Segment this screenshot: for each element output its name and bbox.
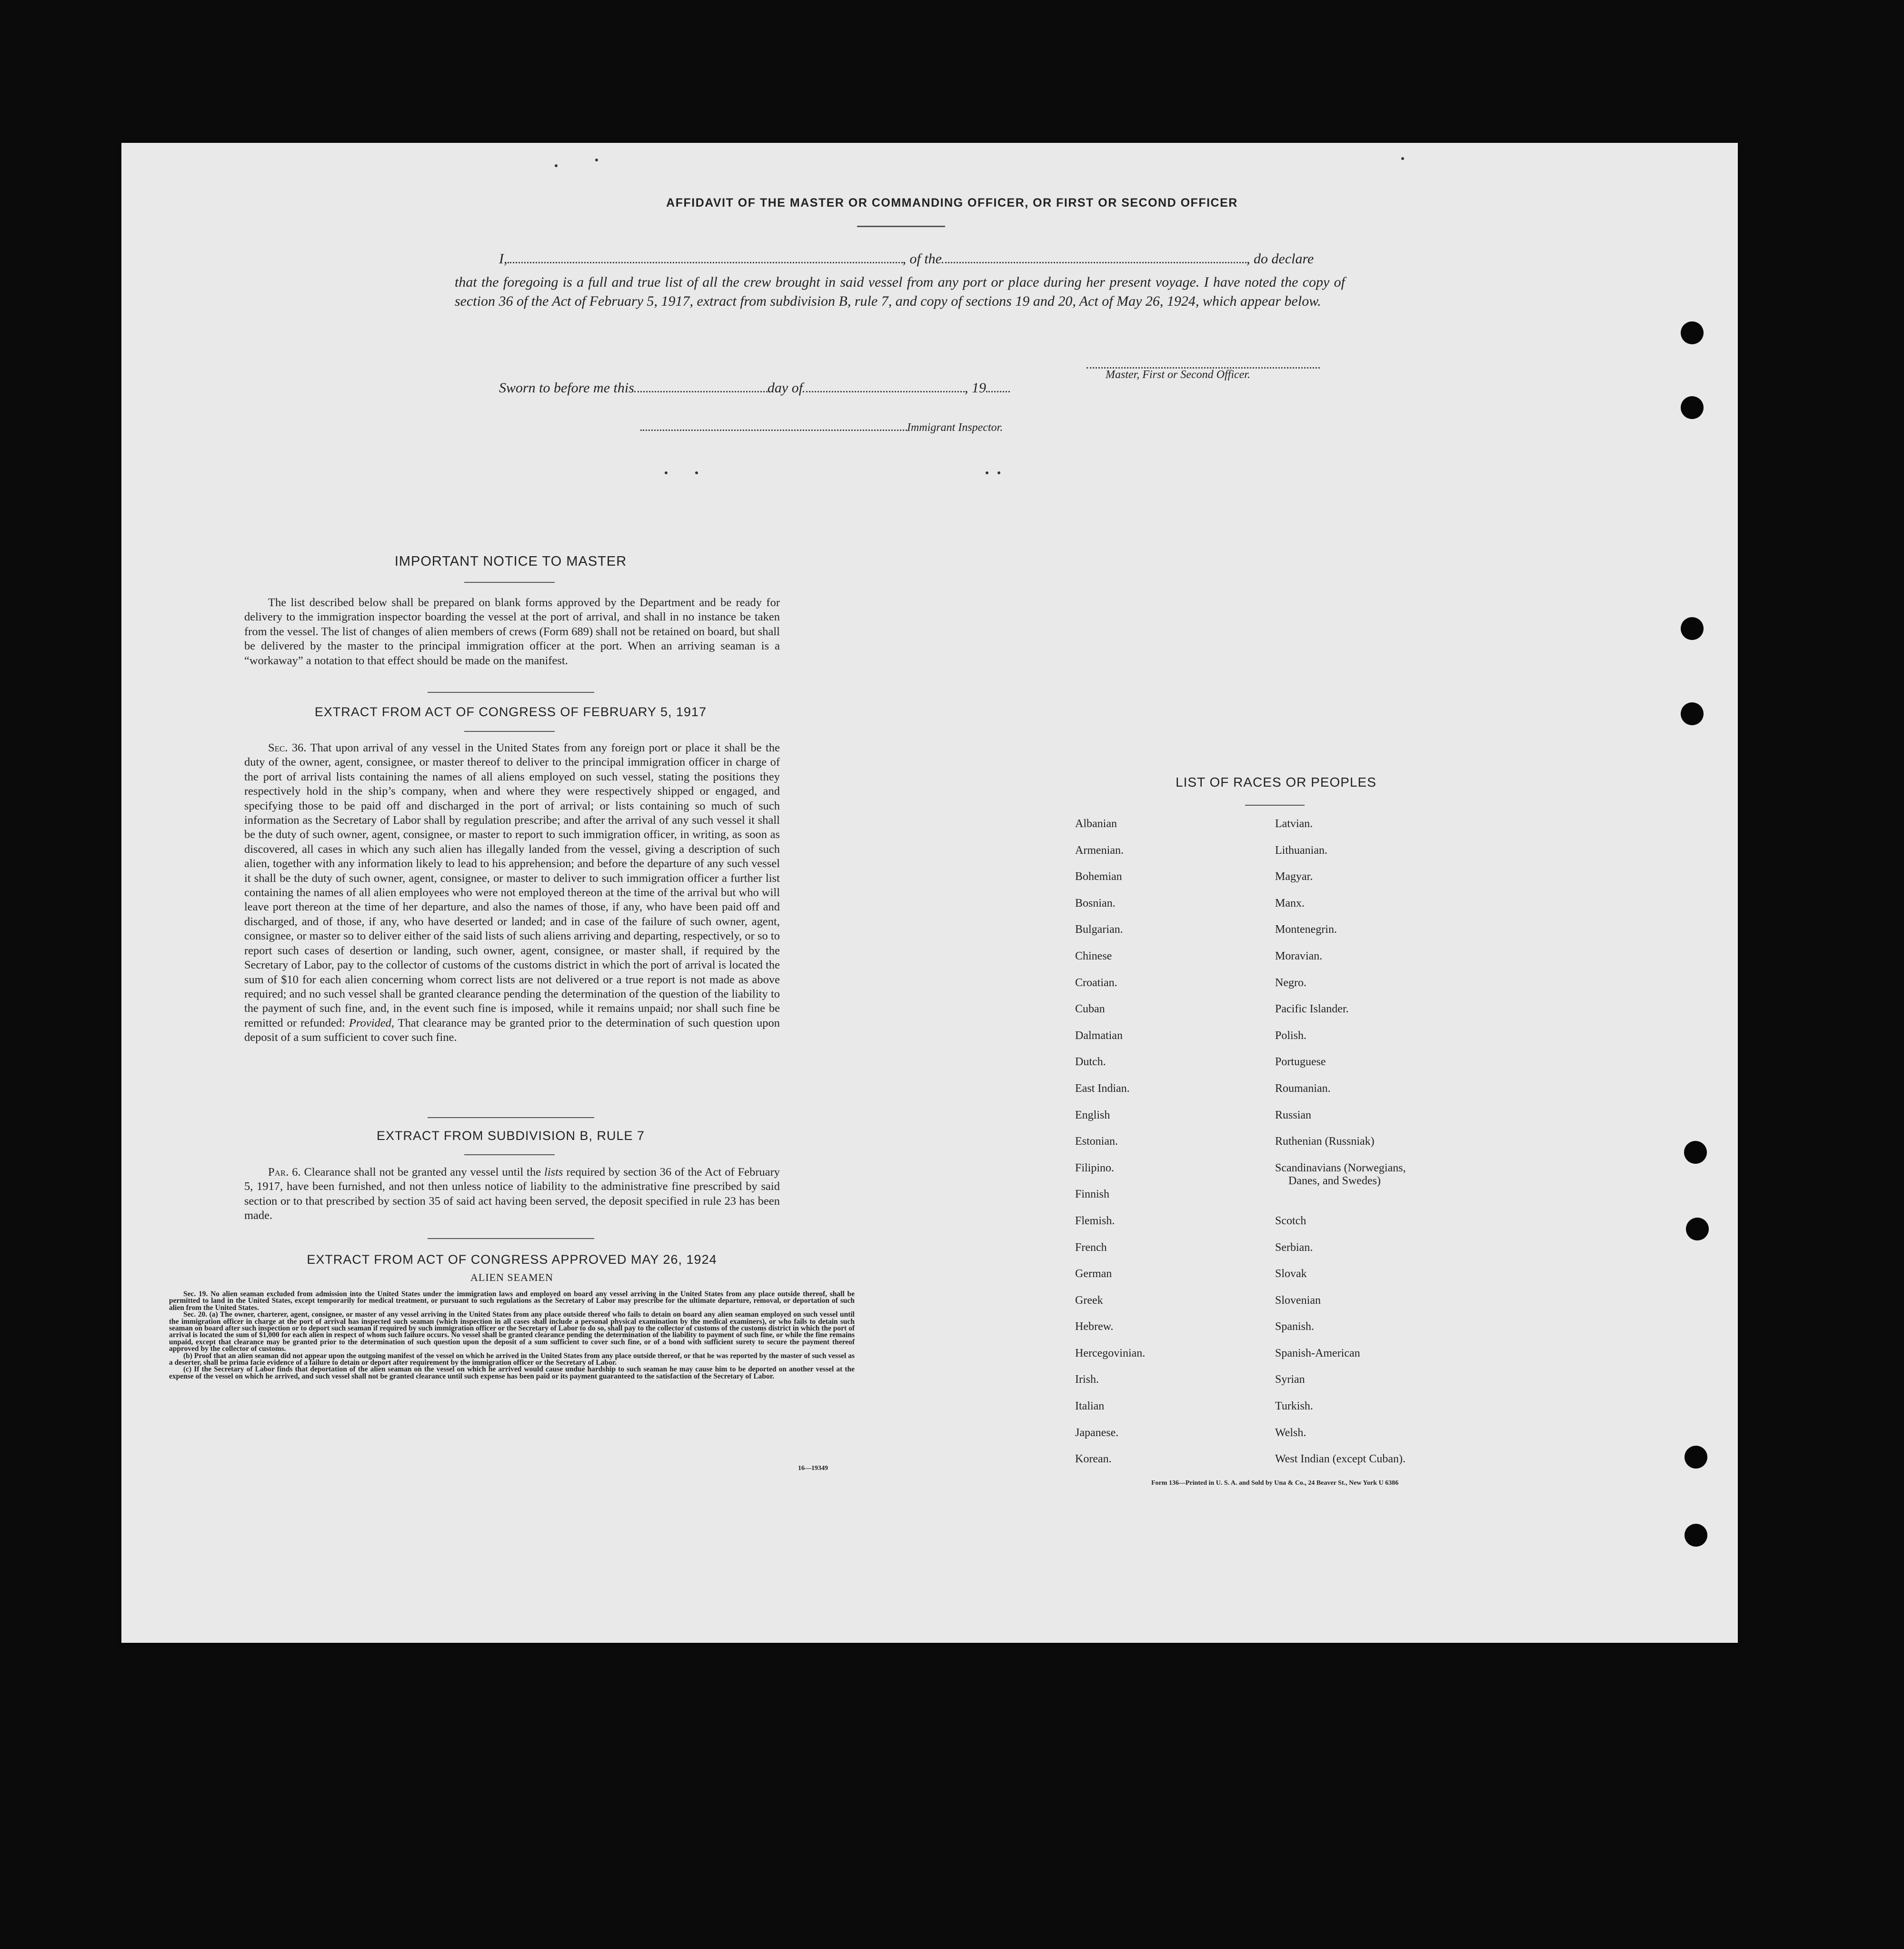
sworn-line (499, 380, 1010, 396)
punch-hole (1681, 321, 1704, 344)
race-item: Montenegrin. (1275, 923, 1337, 936)
races-right-column (1275, 818, 1406, 1479)
race-item: Estonian. (1075, 1135, 1118, 1148)
race-item: Greek (1075, 1294, 1103, 1307)
race-item: Turkish. (1275, 1400, 1313, 1413)
punch-hole (1681, 396, 1704, 419)
notice-title: IMPORTANT NOTICE TO MASTER (394, 554, 627, 569)
rule7-title: EXTRACT FROM SUBDIVISION B, RULE 7 (376, 1129, 645, 1143)
punch-hole (1686, 1218, 1709, 1240)
speck (997, 471, 1000, 474)
section-label: Sec. 36. (268, 741, 307, 754)
races-left-column (1075, 818, 1145, 1479)
sec19-text: Sec. 19. No alien seaman excluded from admission into the United States under the immigration laws and employed on board any vessel arriving in the United States from any place outside thereof, shall be permitted to land in the United States, except temporarily for medical treatment, or pursuant to such regulations as the Secretary of Labor may prescribe for the ultimate departure, removal, or deportation of such alien from the United States. (169, 1290, 855, 1312)
divider (464, 731, 555, 732)
speck (595, 159, 598, 161)
section-body-end: That clearance may be granted prior to the determination of such question upon deposit of a sum sufficient to cover such fine. (244, 1016, 780, 1044)
race-item: East Indian. (1075, 1082, 1130, 1095)
sec20a-text: Sec. 20. (a) The owner, charterer, agent, consignee, or master of any vessel arriving in the United States from any place outside thereof who fails to detain on board any alien seaman employed on such vessel until the immigration officer in charge at the port of arrival has inspected such seaman (which inspection in all cases shall include a personal physical examination by the medical examiners), or who fails to detain such seaman on board after such inspection or to deport such seaman if required by such immigration officer or the Secretary of Labor to do so, shall pay to the collector of customs of the customs district in which the port of arrival is located the sum of $1,000 for each alien in respect of whom such failure occurs. No vessel shall be granted clearance pending the determination of the liability to payment of such fine, or while the fine remains unpaid, except that clearance may be granted prior to the determination of such question upon the deposit of a sum sufficient to cover such fine, or of a bond with sufficient surety to secure the payment thereof approved by the collector of customs. (169, 1310, 855, 1353)
race-item: Moravian. (1275, 950, 1323, 962)
divider (857, 226, 945, 227)
affidavit-title: AFFIDAVIT OF THE MASTER OR COMMANDING OFFICER, OR FIRST OR SECOND OFFICER (666, 196, 1238, 210)
race-item: Lithuanian. (1275, 844, 1327, 857)
inspector-caption: Immigrant Inspector. (907, 421, 1003, 434)
speck (986, 471, 988, 474)
speck (695, 471, 698, 474)
race-item: Welsh. (1275, 1426, 1306, 1439)
i-label: I, (499, 251, 508, 267)
speck (1401, 157, 1404, 160)
race-item: Russian (1275, 1109, 1312, 1121)
race-item: Dalmatian (1075, 1029, 1123, 1042)
act-1924-subtitle: ALIEN SEAMEN (470, 1271, 553, 1283)
race-item: West Indian (except Cuban). (1275, 1453, 1406, 1466)
do-declare-label: , do declare (1246, 251, 1314, 267)
divider (428, 1238, 594, 1239)
race-item: Finnish (1075, 1188, 1110, 1201)
race-item: Latvian. (1275, 818, 1313, 830)
race-item: Italian (1075, 1400, 1105, 1413)
divider (464, 582, 555, 583)
master-signature (1087, 357, 1320, 381)
form-printer-info: Form 136—Printed in U. S. A. and Sold by Una & Co., 24 Beaver St., New York U 6386 (1151, 1479, 1399, 1487)
inspector-line (640, 419, 1003, 434)
race-item: Ruthenian (Russniak) (1275, 1135, 1375, 1148)
race-item: Bohemian (1075, 870, 1122, 883)
race-item: Hercegovinian. (1075, 1347, 1146, 1359)
race-item: Negro. (1275, 976, 1306, 989)
race-item: Croatian. (1075, 976, 1117, 989)
act-1917-text (244, 741, 780, 1045)
race-item: Syrian (1275, 1373, 1305, 1386)
affidavit-body: that the foregoing is a full and true list of all the crew brought in said vessel from any port or place during her present voyage. I have noted the copy of section 36 of the Act of February 5, 1917, extract from subdivision B, rule 7, and copy of sections 19 and 20, Act of May 26, 1924, which appear below. (455, 274, 1345, 309)
race-item: Pacific Islander. (1275, 1003, 1349, 1016)
punch-hole (1681, 617, 1704, 640)
sec20b-text: (b) Proof that an alien seaman did not appear upon the outgoing manifest of the vessel on which he arrived in the United States from any place outside thereof, or that he was reported by the master of such vessel as a deserter, shall be prima facie evidence of a failure to detain or deport after requirement by the immigration officer or the Secretary of Labor. (169, 1351, 855, 1367)
race-item: Danes, and Swedes) (1288, 1174, 1381, 1187)
race-item: Portuguese (1275, 1056, 1326, 1069)
race-item: Japanese. (1075, 1426, 1119, 1439)
punch-hole (1681, 702, 1704, 725)
master-caption: Master, First or Second Officer. (1106, 369, 1250, 381)
declaration-line (499, 251, 1314, 267)
divider (428, 692, 594, 693)
race-item: Cuban (1075, 1003, 1105, 1016)
punch-hole (1685, 1446, 1707, 1469)
race-item: Dutch. (1075, 1056, 1106, 1069)
act-1924-text (169, 1291, 855, 1380)
race-item: Irish. (1075, 1373, 1099, 1386)
punch-hole (1685, 1524, 1707, 1547)
race-item: Spanish. (1275, 1320, 1315, 1333)
race-item: Serbian. (1275, 1241, 1313, 1254)
rule7-text (244, 1165, 780, 1223)
speck (555, 164, 558, 167)
race-item: Spanish-American (1275, 1347, 1360, 1359)
speck (665, 471, 668, 474)
punch-hole (1684, 1141, 1707, 1164)
race-item: Armenian. (1075, 844, 1124, 857)
race-item: Bulgarian. (1075, 923, 1123, 936)
race-item: Bosnian. (1075, 897, 1116, 910)
divider (1245, 805, 1305, 806)
race-item: Roumanian. (1275, 1082, 1331, 1095)
sworn-label: Sworn to before me this (499, 380, 634, 396)
race-item: Manx. (1275, 897, 1305, 910)
race-item: Scotch (1275, 1214, 1306, 1227)
race-item: Polish. (1275, 1029, 1307, 1042)
provided-label: Provided, (349, 1016, 395, 1029)
divider (428, 1117, 594, 1118)
race-item: Slovak (1275, 1268, 1307, 1280)
race-item: Slovenian (1275, 1294, 1321, 1307)
act-1917-title: EXTRACT FROM ACT OF CONGRESS OF FEBRUARY 5, 1917 (314, 705, 707, 719)
year-label: , 19 (965, 380, 987, 396)
form-number: 16—19349 (798, 1465, 828, 1472)
section-body: That upon arrival of any vessel in the United States from any foreign port or place it shall be the duty of the owner, agent, consignee, or master thereof to deliver to the principal immigration officer in charge of the port of arrival lists containing the names of all aliens employed on such vessel, stating the positions they respectively hold in the ship’s company, when and where they were respectively shipped or engaged, and specifying those to be paid off and discharged in the port of arrival; or lists containing so much of such information as the Secretary of Labor shall by regulation prescribe; and after the arrival of any such vessel it shall be the duty of such owner, agent, consignee, or master to report to such immigration officer, in writing, as soon as discovered, all cases in which any such alien has illegally landed from the vessel, giving a description of such alien, together with any information likely to lead to his apprehension; and before the departure of any such vessel it shall be the duty of such owner, agent, consignee, or master to deliver to such immigration officer a further list containing the names of all alien employees who were not employed thereon at the time of the arrival but who will leave port thereon at the time of her departure, and also the names of those, if any, who have been paid off and discharged, and of those, if any, who have deserted or landed; and in case of the failure of such owner, agent, consignee, or master so to deliver either of the said lists of such aliens arriving and departing, respectively, or so to report such cases of desertion or landing, such owner, agent, consignee, or master shall, if required by the Secretary of Labor, pay to the collector of customs of the customs district in which the port of arrival is located the sum of $10 for each alien concerning whom correct lists are not delivered or a true report is not made as above required; and no such vessel shall be granted clearance pending the determination of the question of the liability to the payment of such fine, and, in the event such fine is imposed, while it remains unpaid; nor shall such fine be remitted or refunded: (244, 741, 780, 1029)
sec20c-text: (c) If the Secretary of Labor finds that deportation of the alien seaman on the vessel on which he arrived would cause undue hardship to such seaman he may cause him to be deported on another vessel at the expense of the vessel on which he arrived, and such vessel shall not be granted clearance until such expense has been paid or its payment guaranteed to the satisfaction of the Secretary of Labor. (169, 1365, 855, 1380)
race-item: French (1075, 1241, 1107, 1254)
divider (464, 1154, 555, 1155)
race-item: English (1075, 1109, 1110, 1121)
race-item: German (1075, 1268, 1112, 1280)
notice-text: The list described below shall be prepared on blank forms approved by the Department and be ready for delivery to the immigration inspector boarding the vessel at the port of arrival, and shall in no instance be taken from the vessel. The list of changes of alien members of crews (Form 689) shall not be retained on board, but shall be delivered by the master to the principal immigration officer at the port. When an arriving seaman is a “workaway” a notation to that effect should be made on the manifest. (244, 596, 780, 667)
race-item: Magyar. (1275, 870, 1313, 883)
rule7-text-a: Clearance shall not be granted any vessel until the (304, 1166, 541, 1179)
race-item: Chinese (1075, 950, 1112, 962)
race-item: Hebrew. (1075, 1320, 1114, 1333)
act-1924-title: EXTRACT FROM ACT OF CONGRESS APPROVED MAY 26, 1924 (307, 1252, 717, 1267)
race-item: Scandinavians (Norwegians, (1275, 1161, 1406, 1174)
day-of-label: day of (767, 380, 803, 396)
rule7-text-b: required by section 36 of the Act of February 5, 1917, have been furnished, and not then unless notice of liability to the administrative fine prescribed by said section or to that prescribed by section 35 of said act having been served, the deposit specified in rule 23 has been made. (244, 1166, 780, 1222)
races-title: LIST OF RACES OR PEOPLES (1176, 775, 1376, 790)
lists-word: lists (544, 1166, 563, 1179)
race-item: Albanian (1075, 818, 1117, 830)
race-item: Filipino. (1075, 1161, 1115, 1174)
race-item: Flemish. (1075, 1214, 1115, 1227)
of-the-label: , of the (902, 251, 942, 267)
par-label: Par. 6. (268, 1166, 301, 1179)
race-item: Korean. (1075, 1453, 1112, 1466)
